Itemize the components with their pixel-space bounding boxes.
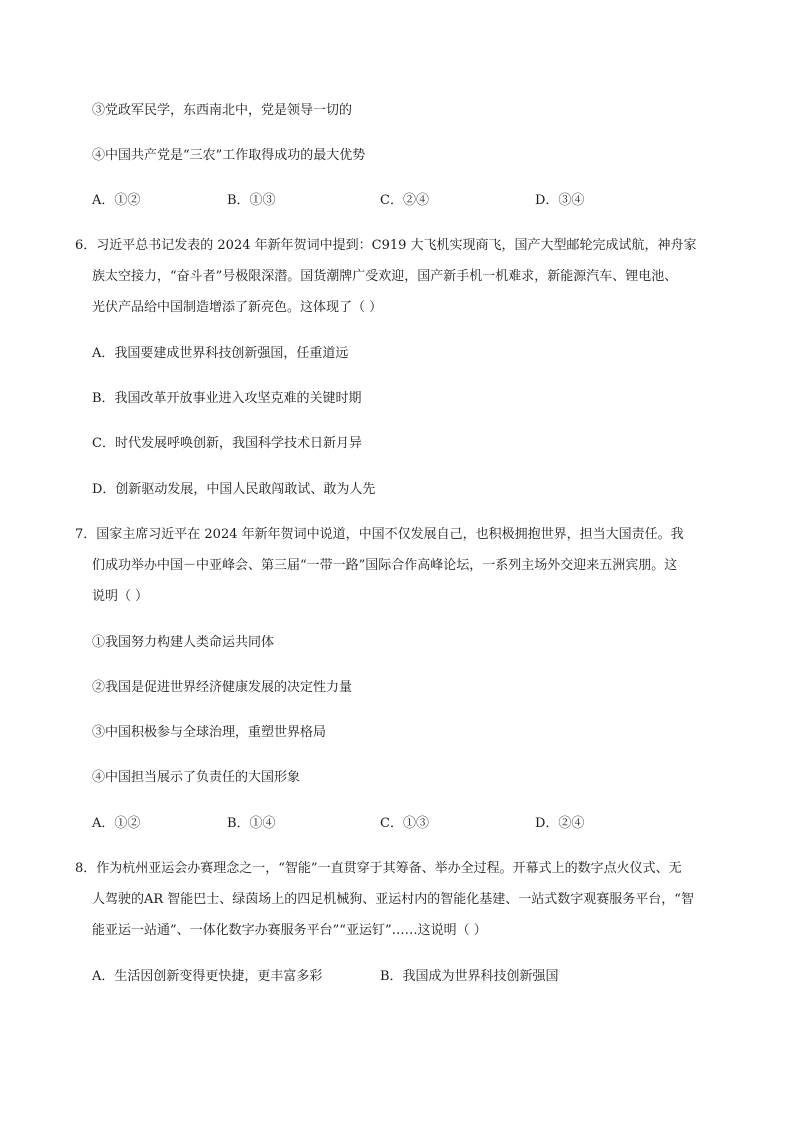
q6-stem-line-1: 6．习近平总书记发表的 2024 年新年贺词中提到：C919 大飞机实现商飞，国产大型邮轮完成试航，神舟家 [75,238,697,253]
q7-statement-4: ④中国担当展示了负责任的大国形象 [92,770,301,785]
q7-stem-line-1: 7．国家主席习近平在 2024 年新年贺词中说道，中国不仅发展自己，也积极拥抱世界，担当大国责任。我 [75,527,684,542]
q5-option-a: A．①② [92,193,141,208]
q7-statement-1: ①我国努力构建人类命运共同体 [92,635,275,650]
q8-stem-line-3: 能亚运一站通”、一体化数字办赛服务平台”“亚运钉”……这说明（ ） [92,923,487,938]
q5-statement-3: ③党政军民学，东西南北中，党是领导一切的 [92,103,353,118]
q6-stem-line-2: 族太空接力，“奋斗者”号极限深潜。国货潮牌广受欢迎，国产新手机一机难求，新能源汽车、锂电池、 [92,269,678,284]
q6-stem-line-3: 光伏产品给中国制造增添了新亮色。这体现了（ ） [92,300,383,315]
q5-option-b: B．①③ [227,193,276,208]
q5-statement-4: ④中国共产党是“三农”工作取得成功的最大优势 [92,148,366,163]
q6-option-a: A．我国要建成世界科技创新强国，任重道远 [92,346,349,361]
q5-option-d: D．③④ [535,193,585,208]
q7-statement-2: ②我国是促进世界经济健康发展的决定性力量 [92,680,353,695]
q6-option-c: C．时代发展呼唤创新，我国科学技术日新月异 [92,436,362,451]
q7-stem-line-2: 们成功举办中国－中亚峰会、第三届“一带一路”国际合作高峰论坛，一系列主场外交迎来五洲宾朋。这 [92,558,678,573]
q7-option-b: B．①④ [227,816,276,831]
q8-option-a: A．生活因创新变得更快捷，更丰富多彩 [92,969,323,984]
q8-stem-line-2: 人驾驶的AR 智能巴士、绿茵场上的四足机械狗、亚运村内的智能化基建、一站式数字观赛服务平台，“智 [92,892,694,907]
q7-option-d: D．②④ [535,816,585,831]
q6-option-b: B．我国改革开放事业进入攻坚克难的关键时期 [92,391,362,406]
q5-option-c: C．②④ [380,193,429,208]
q7-stem-line-3: 说明（ ） [92,589,149,604]
q7-statement-3: ③中国积极参与全球治理，重塑世界格局 [92,725,327,740]
q6-option-d: D．创新驱动发展，中国人民敢闯敢试、敢为人先 [92,482,376,497]
q8-option-b: B．我国成为世界科技创新强国 [380,969,559,984]
q7-option-c: C．①③ [380,816,429,831]
q8-stem-line-1: 8．作为杭州亚运会办赛理念之一，“智能”一直贯穿于其筹备、举办全过程。开幕式上的数字点火仪式、无 [75,861,682,876]
q7-option-a: A．①② [92,816,141,831]
